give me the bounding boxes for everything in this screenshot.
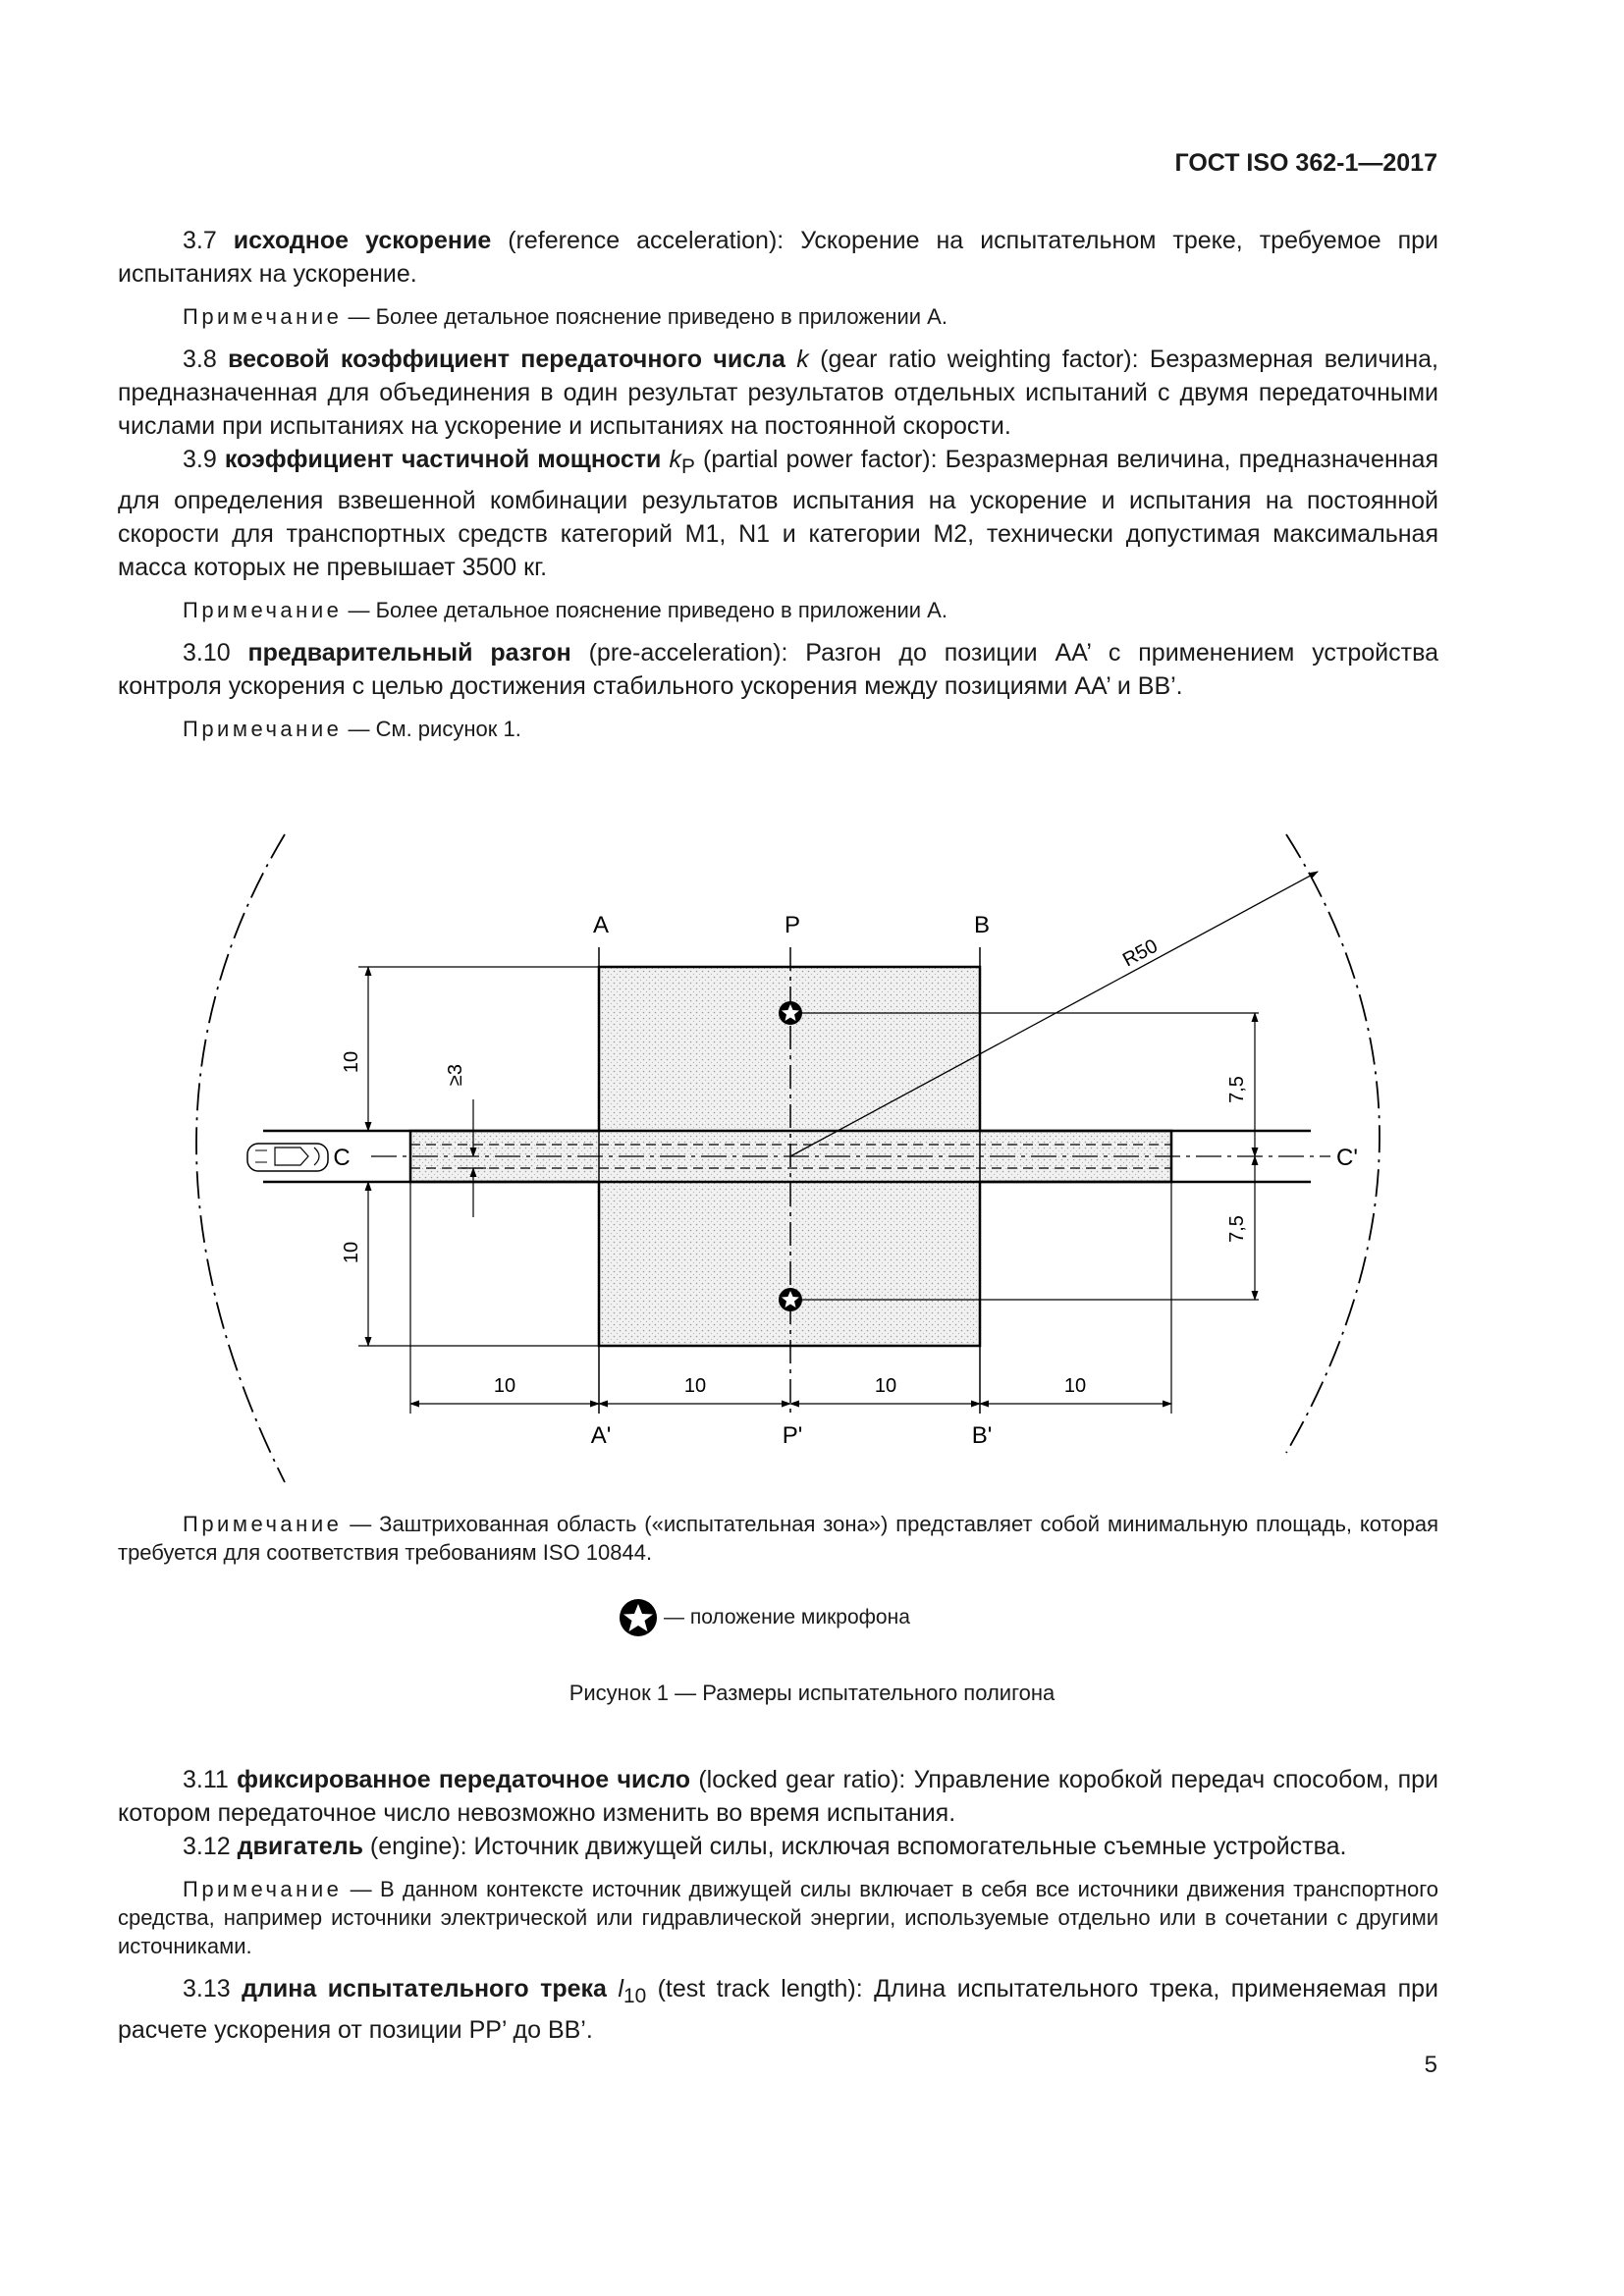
dim-right-bottom: 7,5: [1226, 1215, 1248, 1243]
dim-bottom-4: 10: [1063, 1375, 1087, 1397]
dim-left-bottom: 10: [341, 1241, 362, 1264]
label-p: P: [784, 912, 801, 938]
term: исходное ускорение: [233, 227, 492, 254]
label-a-prime: A': [590, 1422, 612, 1449]
note: Примечание — Более детальное пояснение приведено в приложении А.: [183, 598, 947, 622]
label-b: B: [973, 912, 991, 938]
dim-right-top: 7,5: [1226, 1076, 1248, 1103]
clause-3-12: 3.12 двигатель (engine): Источник движущей силы, исключая вспомогательные съемные устройства.: [183, 1833, 1347, 1860]
label-c: C: [333, 1145, 351, 1171]
lower-text-block: [118, 1763, 1438, 2047]
radius-arc-right: [1286, 834, 1380, 1453]
figure-caption: Рисунок 1 — Размеры испытательного полигона: [568, 1681, 1056, 1705]
clause-3-7: 3.7 исходное ускорение (reference acceleration): Ускорение на испытательном треке, требуемое при испытаниях на ускорение.: [118, 227, 1438, 288]
note: Примечание — См. рисунок 1.: [183, 717, 521, 741]
term: предварительный разгон: [247, 639, 571, 667]
term: фиксированное передаточное число: [237, 1766, 691, 1793]
dim-bottom-2: 10: [683, 1375, 707, 1397]
clause-3-8: 3.8 весовой коэффициент передаточного числа k (gear ratio weighting factor): Безразмерная величина, предназначенная для объединения в один результат результатов отдельных испытаний с двумя передаточными числами при испытаниях на ускорение и испытаниях на постоянной скорости.: [118, 346, 1438, 440]
upper-text-block: [118, 224, 1438, 743]
document-header: ГОСТ ISO 362-1—2017: [1174, 149, 1437, 177]
label-a: A: [592, 912, 610, 938]
label-p-prime: P': [782, 1422, 803, 1449]
legend-text: — положение микрофона: [664, 1606, 910, 1629]
term: весовой коэффициент передаточного числа: [228, 346, 785, 373]
term: двигатель: [237, 1833, 363, 1860]
dim-min-offset: ≥3: [445, 1063, 466, 1087]
dim-bottom-1: 10: [493, 1375, 516, 1397]
label-b-prime: B': [971, 1422, 993, 1449]
clause-3-10: 3.10 предварительный разгон (pre-acceleration): Разгон до позиции АА’ с применением устройства контроля ускорения с целью достижения стабильного ускорения между позициями АА’ и ВВ’.: [118, 639, 1438, 700]
dim-left-top: 10: [341, 1050, 362, 1074]
dim-bottom-3: 10: [874, 1375, 897, 1397]
clause-3-13: 3.13 длина испытательного трека $l_{10}$ (test track length): Длина испытательного трека, применяемая при расчете ускорения от позиции РР’ до ВВ’.: [118, 1975, 1438, 2044]
test-site-diagram: [0, 805, 1624, 1512]
vehicle-icon: [247, 1144, 328, 1171]
note: Примечание — В данном контексте источник движущей силы включает в себя все источники движения транспортного средства, например источники электрической или гидравлической энергии, используемые отдельно или в сочетании с другими источниками.: [118, 1877, 1438, 1958]
figure-note: Примечание — Заштрихованная область («испытательная зона») представляет собой минимальную площадь, которая требуется для соответствия требованиям ISO 10844.: [118, 1512, 1438, 1565]
figure-legend: [619, 1598, 910, 1637]
page-number: 5: [1424, 2052, 1437, 2078]
term: коэффициент частичной мощности: [224, 446, 662, 473]
microphone-icon: [619, 1598, 658, 1637]
radius-label: R50: [1119, 934, 1162, 972]
note: Примечание — Более детальное пояснение приведено в приложении А.: [183, 304, 947, 329]
clause-3-9: 3.9 коэффициент частичной мощности $k_P$ (partial power factor): Безразмерная величина, предназначенная для определения взвешенной комбинации результатов испытания на ускорение и испытания на постоянной скорости для транспортных средств категорий М1, N1 и категории М2, технически допустимая максимальная масса которых не превышает 3500 кг.: [118, 446, 1439, 581]
figure-note-block: [118, 1510, 1438, 1567]
term: длина испытательного трека: [242, 1975, 607, 2002]
label-c-prime: C': [1336, 1145, 1358, 1171]
clause-3-11: 3.11 фиксированное передаточное число (locked gear ratio): Управление коробкой передач способом, при котором передаточное число невозможно изменить во время испытания.: [118, 1766, 1438, 1827]
